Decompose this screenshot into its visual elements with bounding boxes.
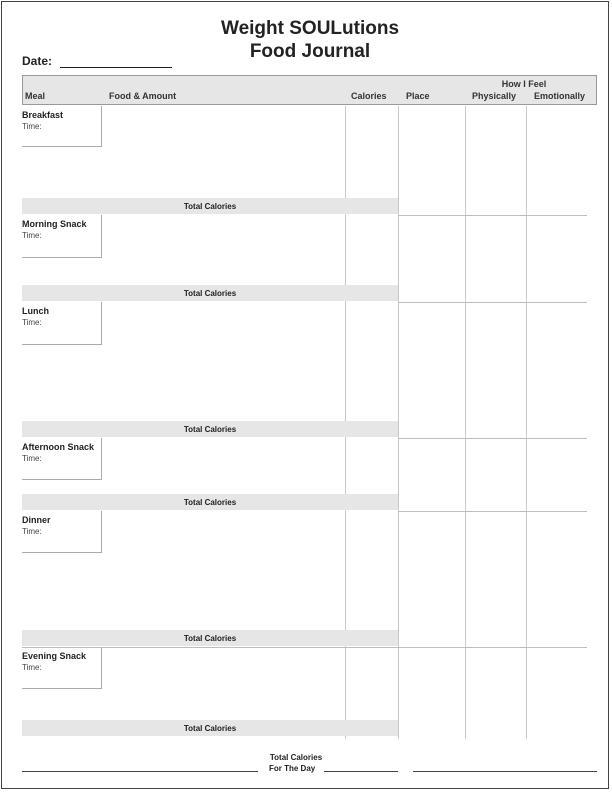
place-column-divider <box>398 106 399 739</box>
date-label: Date: <box>22 54 53 68</box>
emotionally-column-divider <box>526 106 527 739</box>
day-total-line-2: For The Day <box>269 764 316 773</box>
header-calories: Calories <box>351 91 387 101</box>
row-separator <box>398 511 587 512</box>
physically-column-divider <box>465 106 466 739</box>
day-total-line-1: Total Calories <box>269 753 323 762</box>
row-separator <box>398 215 587 216</box>
time-label: Time: <box>22 454 42 463</box>
day-total-field[interactable] <box>324 771 398 772</box>
time-label: Time: <box>22 231 42 240</box>
row-separator <box>22 647 587 648</box>
row-separator <box>398 302 587 303</box>
footer-line-right <box>413 771 597 772</box>
time-label: Time: <box>22 527 42 536</box>
page-title <box>0 17 612 63</box>
total-calories-row-dinner <box>22 630 398 646</box>
meal-label-evening-snack: Evening Snack <box>22 651 87 661</box>
meal-label-dinner: Dinner <box>22 515 51 525</box>
total-calories-label: Total Calories <box>183 498 237 507</box>
total-calories-label: Total Calories <box>183 289 237 298</box>
time-label: Time: <box>22 318 42 327</box>
date-field[interactable] <box>60 67 172 68</box>
total-calories-label: Total Calories <box>183 724 237 733</box>
total-calories-row-breakfast <box>22 198 398 214</box>
total-calories-row-morning-snack <box>22 285 398 301</box>
total-calories-row-lunch <box>22 421 398 437</box>
header-place: Place <box>406 91 430 101</box>
time-label: Time: <box>22 122 42 131</box>
total-calories-label: Total Calories <box>183 202 237 211</box>
table-header <box>22 75 597 105</box>
header-how-i-feel: How I Feel <box>501 79 547 89</box>
meal-label-lunch: Lunch <box>22 306 49 316</box>
total-calories-label: Total Calories <box>183 634 237 643</box>
header-physically: Physically <box>472 91 517 101</box>
meal-label-morning-snack: Morning Snack <box>22 219 87 229</box>
header-emotionally: Emotionally <box>534 91 586 101</box>
header-food-amount: Food & Amount <box>109 91 177 101</box>
meal-label-breakfast: Breakfast <box>22 110 64 120</box>
time-label: Time: <box>22 663 42 672</box>
header-meal: Meal <box>25 91 46 101</box>
footer-line-left <box>22 771 258 772</box>
total-calories-row-evening-snack <box>22 720 398 736</box>
title-line-2: Food Journal <box>249 41 371 62</box>
total-calories-label: Total Calories <box>183 425 237 434</box>
meal-label-afternoon-snack: Afternoon Snack <box>22 442 95 452</box>
total-calories-row-afternoon-snack <box>22 494 398 510</box>
row-separator <box>398 438 587 439</box>
title-line-1: Weight SOULutions <box>220 18 400 39</box>
